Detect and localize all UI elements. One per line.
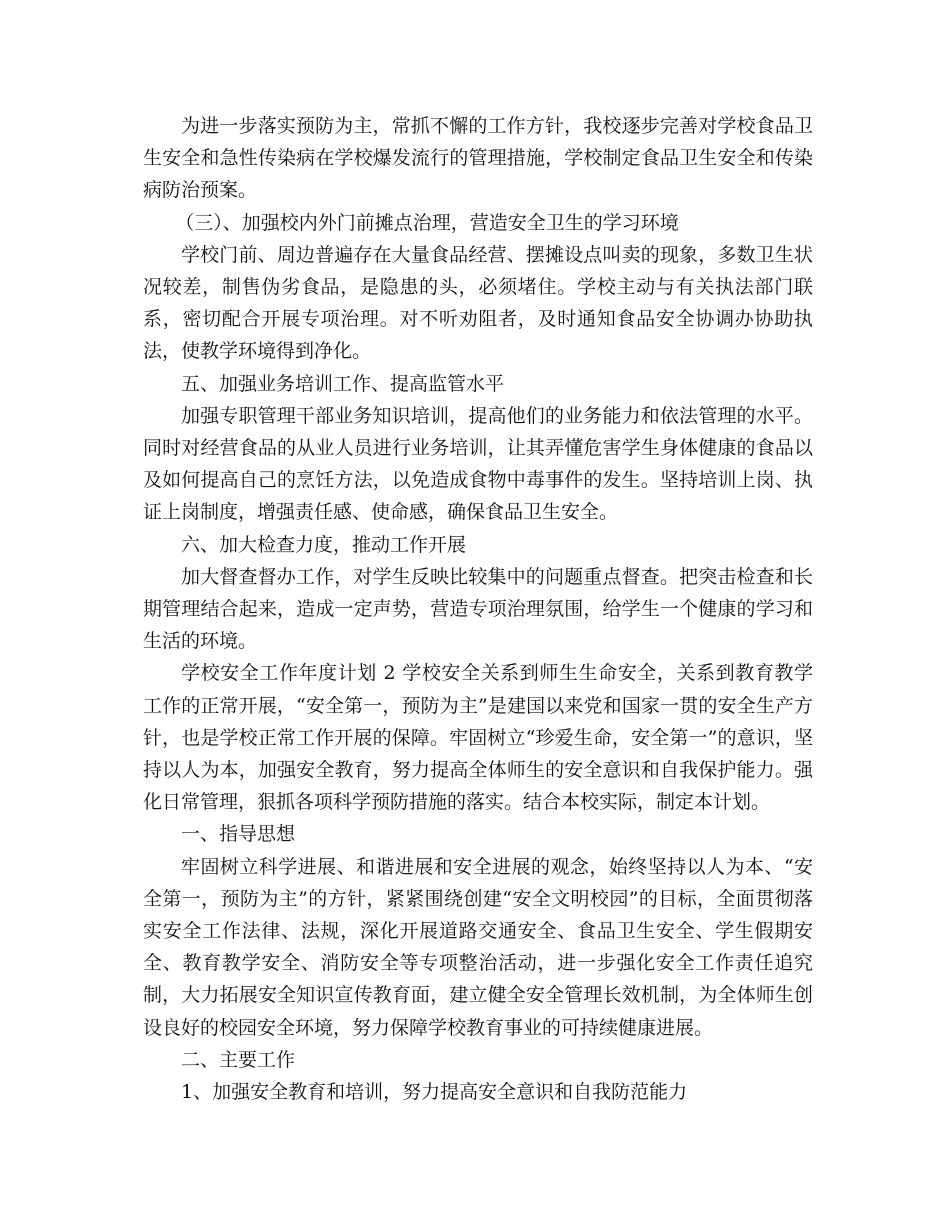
- section-heading-training: 五、加强业务培训工作、提高监管水平: [181, 372, 505, 395]
- document-body: [143, 110, 813, 1108]
- paragraph-annual-plan-intro: 学校安全工作年度计划 2 学校安全关系到师生生命安全，关系到教育教学工作的正常开展，“安全第一，预防为主”是建国以来党和国家一贯的安全生产方针，也是学校正常工作开展的保障。牢固树立“珍爱生命，安全第一”的意识，坚持以人为本，加强安全教育，努力提高全体师生的安全意识和自我保护能力。强化日常管理，狠抓各项科学预防措施的落实。结合本校实际，制定本计划。: [143, 662, 813, 814]
- paragraph-training: 加强专职管理干部业务知识培训，提高他们的业务能力和依法管理的水平。同时对经营食品的从业人员进行业务培训，让其弄懂危害学生身体健康的食品以及如何提高自己的烹饪方法，以免造成食物中毒事件的发生。坚持培训上岗、执证上岗制度，增强责任感、使命感，确保食品卫生安全。: [143, 404, 813, 524]
- paragraph-food-safety-plan: 为进一步落实预防为主，常抓不懈的工作方针，我校逐步完善对学校食品卫生安全和急性传染病在学校爆发流行的管理措施，学校制定食品卫生安全和传染病防治预案。: [143, 115, 813, 202]
- section-heading-main-work: 二、主要工作: [181, 1048, 296, 1071]
- paragraph-inspection: 加大督查督办工作，对学生反映比较集中的问题重点督查。把突击检查和长期管理结合起来，造成一定声势，营造专项治理氛围，给学生一个健康的学习和生活的环境。: [143, 565, 813, 653]
- section-heading-guiding-thought: 一、指导思想: [181, 823, 296, 846]
- paragraph-guiding-thought: 牢固树立科学进展、和谐进展和安全进展的观念，始终坚持以人为本、“安全第一，预防为主”的方针，紧紧围绕创建“安全文明校园”的目标，全面贯彻落实安全工作法律、法规，深化开展道路交通安全、食品卫生安全、学生假期安全、教育教学安全、消防安全等专项整治活动，进一步强化安全工作责任追究制，大力拓展安全知识宣传教育面，建立健全安全管理长效机制，为全体师生创设良好的校园安全环境，努力保障学校教育事业的可持续健康进展。: [143, 855, 813, 1039]
- paragraph-gate-vendors: 学校门前、周边普遍存在大量食品经营、摆摊设点叫卖的现象，多数卫生状况较差，制售伪劣食品，是隐患的头，必须堵住。学校主动与有关执法部门联系，密切配合开展专项治理。对不听劝阻者，及时通知食品安全协调办协助执法，使教学环境得到净化。: [143, 243, 813, 363]
- subsection-heading-safety-education: 1、加强安全教育和培训，努力提高安全意识和自我防范能力: [181, 1081, 688, 1104]
- section-heading-gate-vendors: （三）、加强校内外门前摊点治理，营造安全卫生的学习环境: [175, 211, 679, 234]
- section-heading-inspection: 六、加大检查力度，推动工作开展: [181, 533, 467, 556]
